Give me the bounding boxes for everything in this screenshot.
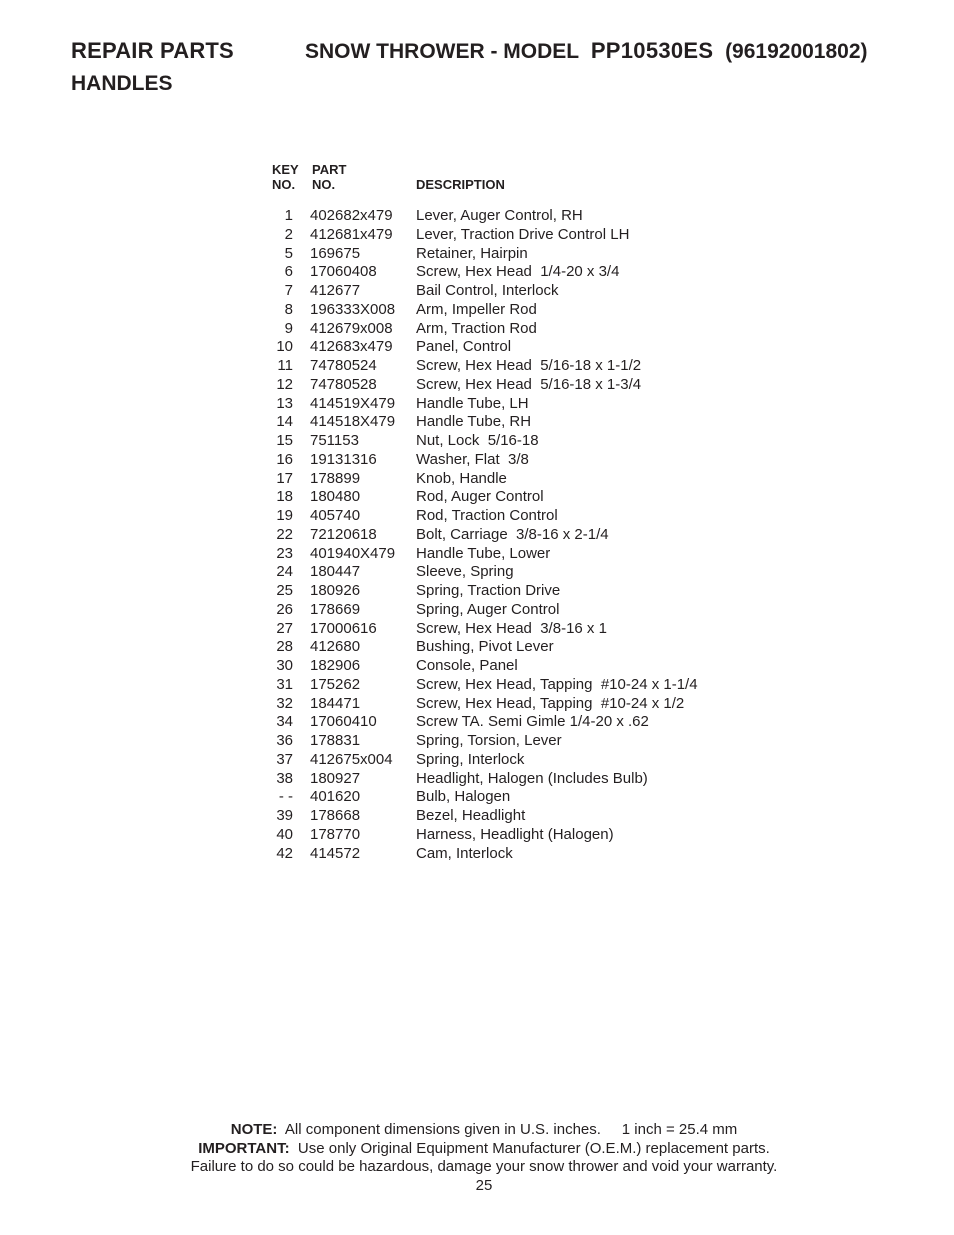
part-description: Retainer, Hairpin bbox=[416, 244, 528, 262]
part-description: Sleeve, Spring bbox=[416, 563, 514, 581]
header-left-title: REPAIR PARTS bbox=[71, 38, 234, 63]
part-description: Screw, Hex Head 5/16-18 x 1-1/2 bbox=[416, 357, 642, 374]
key-number: 14 bbox=[276, 413, 293, 431]
key-number: 2 bbox=[284, 225, 293, 243]
table-row bbox=[262, 357, 732, 376]
column-header-description: DESCRIPTION bbox=[416, 177, 505, 192]
part-description: Washer, Flat 3/8 bbox=[416, 450, 529, 468]
part-number: 180447 bbox=[310, 563, 361, 581]
part-description: Bulb, Halogen bbox=[416, 788, 511, 806]
part-number: 412677 bbox=[310, 282, 361, 299]
table-row bbox=[262, 245, 732, 264]
part-description: Screw, Hex Head, Tapping #10-24 x 1/2 bbox=[416, 694, 685, 712]
table-row bbox=[262, 545, 732, 564]
table-row bbox=[262, 657, 732, 676]
part-description: Bezel, Headlight bbox=[416, 807, 526, 824]
part-number: 178668 bbox=[310, 807, 361, 824]
part-description: Headlight, Halogen (Includes Bulb) bbox=[416, 769, 648, 787]
key-number: 1 bbox=[284, 207, 293, 224]
key-number: 10 bbox=[276, 338, 293, 356]
part-number: 74780524 bbox=[310, 357, 377, 374]
part-number: 175262 bbox=[310, 675, 361, 693]
table-row bbox=[262, 770, 732, 789]
header-model-prefix: SNOW THROWER - MODEL bbox=[305, 40, 580, 63]
key-number: 38 bbox=[276, 769, 293, 787]
column-header-key-line1: KEY bbox=[272, 162, 299, 177]
part-number: 412679x008 bbox=[310, 319, 393, 337]
table-row bbox=[262, 488, 732, 507]
table-row bbox=[262, 601, 732, 620]
page-number: 25 bbox=[475, 1176, 493, 1194]
key-number: 32 bbox=[276, 694, 293, 712]
footer-note-text: All component dimensions given in U.S. inches. 1 inch = 25.4 mm bbox=[277, 1121, 738, 1138]
table-row bbox=[262, 713, 732, 732]
part-description: Screw, Hex Head 1/4-20 x 3/4 bbox=[416, 263, 620, 281]
table-row bbox=[262, 470, 732, 489]
key-number: 37 bbox=[276, 750, 293, 768]
part-description: Arm, Traction Rod bbox=[416, 319, 537, 337]
key-number: 11 bbox=[277, 357, 293, 374]
part-description: Knob, Handle bbox=[416, 469, 507, 487]
part-number: 196333X008 bbox=[310, 300, 396, 318]
table-row bbox=[262, 695, 732, 714]
part-number: 180480 bbox=[310, 488, 361, 506]
footer-note bbox=[0, 1121, 954, 1140]
key-number: 26 bbox=[276, 600, 293, 618]
section-title: HANDLES bbox=[71, 72, 173, 95]
part-number: 19131316 bbox=[310, 450, 377, 468]
table-row bbox=[262, 676, 732, 695]
part-description: Screw, Hex Head 3/8-16 x 1 bbox=[416, 619, 607, 637]
key-number: 18 bbox=[276, 488, 293, 506]
part-number: 414572 bbox=[310, 844, 361, 862]
table-row bbox=[262, 320, 732, 339]
footer-important-text: Use only Original Equipment Manufacturer (O.E.M.) replacement parts. bbox=[289, 1139, 770, 1157]
part-number: 412681x479 bbox=[310, 225, 393, 243]
part-description: Lever, Auger Control, RH bbox=[416, 207, 583, 224]
column-header-part-line2: NO. bbox=[312, 177, 336, 192]
part-description: Spring, Interlock bbox=[416, 750, 525, 768]
header-model: PP10530ES bbox=[590, 38, 714, 63]
part-description: Screw TA. Semi Gimle 1/4-20 x .62 bbox=[416, 713, 649, 731]
key-number: 15 bbox=[276, 432, 293, 449]
part-description: Nut, Lock 5/16-18 bbox=[416, 432, 539, 449]
key-number: - - bbox=[278, 788, 293, 806]
part-description: Handle Tube, Lower bbox=[416, 544, 551, 562]
table-row bbox=[262, 338, 732, 357]
part-number: 414519X479 bbox=[310, 394, 396, 412]
key-number: 8 bbox=[284, 300, 293, 318]
part-number: 180926 bbox=[310, 582, 361, 599]
key-number: 22 bbox=[276, 525, 293, 543]
part-description: Bail Control, Interlock bbox=[416, 282, 559, 299]
part-description: Harness, Headlight (Halogen) bbox=[416, 825, 614, 843]
part-description: Spring, Traction Drive bbox=[416, 582, 561, 599]
key-number: 25 bbox=[276, 582, 293, 599]
table-row bbox=[262, 638, 732, 657]
table-row bbox=[262, 226, 732, 245]
part-number: 178669 bbox=[310, 600, 361, 618]
header-main-title bbox=[305, 38, 868, 65]
part-number: 74780528 bbox=[310, 375, 377, 393]
part-number: 414518X479 bbox=[310, 413, 396, 431]
part-description: Spring, Torsion, Lever bbox=[416, 732, 562, 749]
table-row bbox=[262, 263, 732, 282]
table-row bbox=[262, 807, 732, 826]
part-number: 178899 bbox=[310, 469, 361, 487]
part-description: Console, Panel bbox=[416, 657, 518, 674]
key-number: 17 bbox=[276, 469, 293, 487]
key-number: 36 bbox=[276, 732, 293, 749]
column-header-key-line2: NO. bbox=[272, 177, 296, 192]
part-number: 17000616 bbox=[310, 619, 377, 637]
part-number: 72120618 bbox=[310, 525, 377, 543]
part-number: 751153 bbox=[310, 432, 359, 449]
part-number: 412675x004 bbox=[310, 750, 393, 768]
table-row bbox=[262, 582, 732, 601]
table-row bbox=[262, 845, 732, 864]
part-number: 405740 bbox=[310, 507, 361, 524]
table-row bbox=[262, 376, 732, 395]
footer-important-label: IMPORTANT: bbox=[198, 1139, 290, 1157]
part-description: Spring, Auger Control bbox=[416, 600, 560, 618]
table-row bbox=[262, 788, 732, 807]
key-number: 30 bbox=[276, 657, 293, 674]
key-number: 5 bbox=[284, 244, 293, 262]
part-number: 180927 bbox=[310, 769, 361, 787]
key-number: 31 bbox=[276, 675, 293, 693]
column-header-part-line1: PART bbox=[312, 162, 347, 177]
part-description: Screw, Hex Head, Tapping #10-24 x 1-1/4 bbox=[416, 675, 698, 693]
table-row bbox=[262, 207, 732, 226]
table-row bbox=[262, 526, 732, 545]
part-description: Screw, Hex Head 5/16-18 x 1-3/4 bbox=[416, 375, 642, 393]
part-number: 17060408 bbox=[310, 263, 377, 281]
part-number: 401940X479 bbox=[310, 544, 396, 562]
table-row bbox=[262, 451, 732, 470]
key-number: 12 bbox=[276, 375, 293, 393]
table-row bbox=[262, 282, 732, 301]
table-row bbox=[262, 507, 732, 526]
table-row bbox=[262, 732, 732, 751]
key-number: 34 bbox=[276, 713, 293, 731]
key-number: 19 bbox=[276, 507, 293, 524]
part-number: 401620 bbox=[310, 788, 361, 806]
table-row bbox=[262, 826, 732, 845]
part-number: 402682x479 bbox=[310, 207, 393, 224]
part-number: 412680 bbox=[310, 638, 361, 656]
parts-list bbox=[262, 207, 732, 863]
part-description: Bolt, Carriage 3/8-16 x 2-1/4 bbox=[416, 525, 609, 543]
part-number: 182906 bbox=[310, 657, 361, 674]
key-number: 9 bbox=[284, 319, 293, 337]
footer bbox=[0, 1121, 954, 1195]
table-row bbox=[262, 620, 732, 639]
part-description: Handle Tube, LH bbox=[416, 394, 529, 412]
part-description: Handle Tube, RH bbox=[416, 413, 532, 431]
part-number: 169675 bbox=[310, 244, 361, 262]
key-number: 13 bbox=[276, 394, 293, 412]
part-description: Rod, Traction Control bbox=[416, 507, 558, 524]
part-description: Rod, Auger Control bbox=[416, 488, 544, 506]
footer-warning: Failure to do so could be hazardous, damage your snow thrower and void your warranty. bbox=[190, 1158, 778, 1175]
part-number: 17060410 bbox=[310, 713, 377, 731]
table-row bbox=[262, 432, 732, 451]
key-number: 6 bbox=[284, 263, 293, 281]
header-model-number: (96192001802) bbox=[725, 40, 868, 63]
key-number: 28 bbox=[276, 638, 293, 656]
key-number: 39 bbox=[276, 807, 293, 824]
table-row bbox=[262, 301, 732, 320]
key-number: 7 bbox=[284, 282, 293, 299]
table-row bbox=[262, 751, 732, 770]
column-header-key bbox=[272, 162, 299, 192]
table-row bbox=[262, 563, 732, 582]
part-number: 178831 bbox=[310, 732, 361, 749]
key-number: 42 bbox=[276, 844, 293, 862]
key-number: 23 bbox=[276, 544, 293, 562]
part-description: Arm, Impeller Rod bbox=[416, 300, 537, 318]
part-description: Bushing, Pivot Lever bbox=[416, 638, 554, 656]
part-description: Panel, Control bbox=[416, 338, 512, 356]
part-description: Lever, Traction Drive Control LH bbox=[416, 225, 630, 243]
key-number: 27 bbox=[276, 619, 293, 637]
footer-note-label: NOTE: bbox=[230, 1121, 278, 1138]
key-number: 40 bbox=[276, 825, 293, 843]
table-row bbox=[262, 413, 732, 432]
key-number: 16 bbox=[276, 450, 293, 468]
part-description: Cam, Interlock bbox=[416, 844, 513, 862]
table-row bbox=[262, 395, 732, 414]
key-number: 24 bbox=[276, 563, 293, 581]
column-header-part bbox=[312, 162, 346, 192]
part-number: 184471 bbox=[310, 694, 361, 712]
part-number: 178770 bbox=[310, 825, 361, 843]
footer-important bbox=[0, 1140, 954, 1159]
part-number: 412683x479 bbox=[310, 338, 393, 356]
